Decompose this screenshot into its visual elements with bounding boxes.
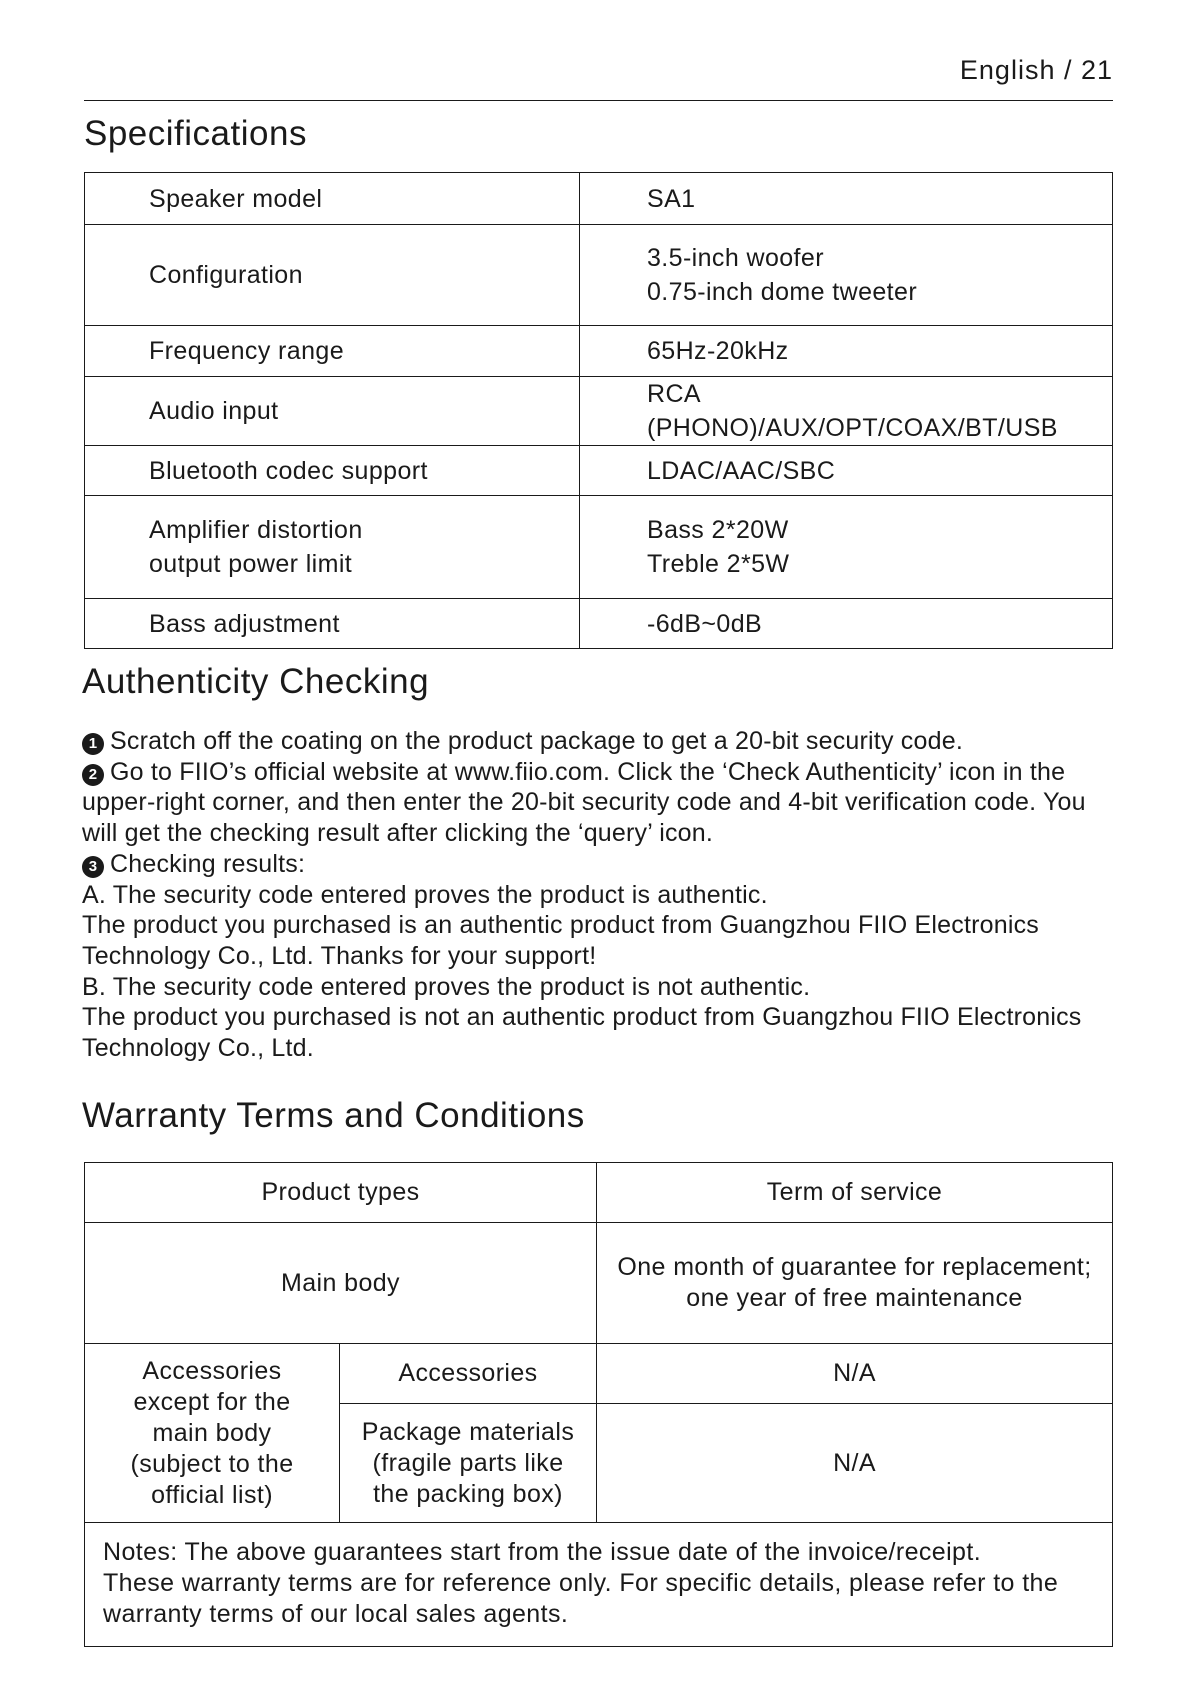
spec-value: RCA (PHONO)/AUX/OPT/COAX/BT/USB bbox=[580, 377, 1113, 446]
spec-value: SA1 bbox=[580, 173, 1113, 225]
spec-key: Audio input bbox=[85, 377, 580, 446]
authenticity-heading: Authenticity Checking bbox=[82, 662, 430, 701]
spec-value: Bass 2*20W Treble 2*5W bbox=[580, 496, 1113, 599]
spec-key: Bluetooth codec support bbox=[85, 446, 580, 496]
spec-row bbox=[85, 173, 1113, 225]
header-term-of-service: Term of service bbox=[597, 1163, 1113, 1223]
spec-key: Configuration bbox=[85, 225, 580, 326]
spec-key: Frequency range bbox=[85, 326, 580, 377]
spec-key: Bass adjustment bbox=[85, 599, 580, 649]
package-materials-cell: Package materials (fragile parts like the packing box) bbox=[340, 1404, 597, 1523]
accessories-term-cell: N/A bbox=[597, 1344, 1113, 1404]
warranty-table bbox=[84, 1162, 1113, 1647]
step-3: 3 Checking results: bbox=[82, 849, 1122, 880]
warranty-heading: Warranty Terms and Conditions bbox=[82, 1096, 585, 1135]
warranty-row-accessories bbox=[85, 1344, 1113, 1404]
specifications-table bbox=[84, 172, 1113, 649]
specifications-heading: Specifications bbox=[84, 114, 307, 153]
spec-key: Speaker model bbox=[85, 173, 580, 225]
spec-row bbox=[85, 599, 1113, 649]
spec-value: 65Hz-20kHz bbox=[580, 326, 1113, 377]
warranty-notes: Notes: The above guarantees start from the issue date of the invoice/receipt. These warranty terms are for reference only. For specific details, please refer to the warranty terms of our local sales agents. bbox=[85, 1523, 1113, 1647]
step-number-badge: 2 bbox=[82, 764, 104, 786]
step-number-badge: 1 bbox=[82, 733, 104, 755]
package-term-cell: N/A bbox=[597, 1404, 1113, 1523]
main-body-term-cell: One month of guarantee for replacement; one year of free maintenance bbox=[597, 1223, 1113, 1344]
authenticity-instructions bbox=[82, 726, 1122, 1064]
spec-row bbox=[85, 326, 1113, 377]
accessories-cell: Accessories bbox=[340, 1344, 597, 1404]
spec-value: LDAC/AAC/SBC bbox=[580, 446, 1113, 496]
spec-value: 3.5-inch woofer 0.75-inch dome tweeter bbox=[580, 225, 1113, 326]
warranty-row-main-body bbox=[85, 1223, 1113, 1344]
warranty-notes-row bbox=[85, 1523, 1113, 1647]
step-number-badge: 3 bbox=[82, 856, 104, 878]
spec-key: Amplifier distortion output power limit bbox=[85, 496, 580, 599]
step-2: 2 Go to FIIO’s official website at www.fiio.com. Click the ‘Check Authenticity’ icon in the upper-right corner, and then enter the 20-bit security code and 4-bit verification code. You will get the checking result after clicking the ‘query’ icon. bbox=[82, 757, 1086, 848]
spec-row bbox=[85, 496, 1113, 599]
header-product-types: Product types bbox=[85, 1163, 597, 1223]
spec-value: -6dB~0dB bbox=[580, 599, 1113, 649]
page-header bbox=[84, 50, 1113, 101]
warranty-header-row bbox=[85, 1163, 1113, 1223]
accessories-group-cell: Accessories except for the main body (subject to the official list) bbox=[85, 1344, 340, 1523]
spec-row bbox=[85, 446, 1113, 496]
result-a: A. The security code entered proves the product is authentic. bbox=[82, 880, 768, 909]
step-1: 1 Scratch off the coating on the product package to get a 20-bit security code. bbox=[82, 726, 1122, 757]
spec-row bbox=[85, 225, 1113, 326]
result-b-detail: The product you purchased is not an authentic product from Guangzhou FIIO Electronics Technology Co., Ltd. bbox=[82, 1003, 1082, 1063]
result-b: B. The security code entered proves the product is not authentic. bbox=[82, 972, 811, 1001]
page-label: English / 21 bbox=[959, 55, 1113, 85]
main-body-cell: Main body bbox=[85, 1223, 597, 1344]
result-a-detail: The product you purchased is an authentic product from Guangzhou FIIO Electronics Technology Co., Ltd. Thanks for your support! bbox=[82, 911, 1039, 970]
spec-row bbox=[85, 377, 1113, 446]
